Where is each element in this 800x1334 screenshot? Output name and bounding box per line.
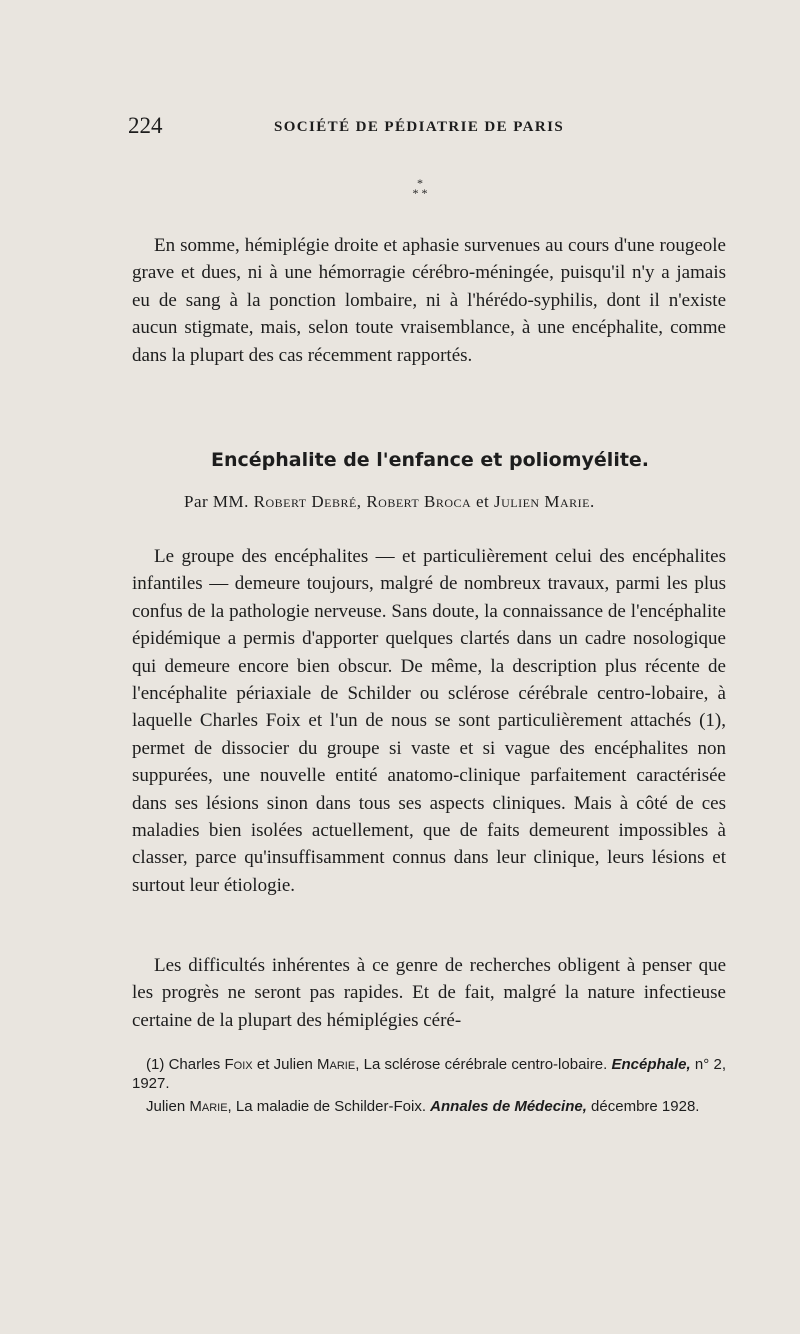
byline-conjunction: et: [475, 492, 490, 511]
footnote-1-author2-surname: Marie,: [317, 1056, 360, 1073]
footnote-2-author-first: Julien: [146, 1098, 186, 1115]
section-separator-asterism: * * *: [412, 176, 428, 200]
author-marie: Julien Marie.: [493, 492, 595, 511]
footnote-1-title: La sclérose cérébrale centro-lobaire.: [363, 1056, 608, 1073]
footnote-2: [132, 1097, 726, 1116]
author-broca: Robert Broca: [366, 492, 472, 511]
article-byline: [184, 492, 595, 512]
body-paragraph-1: Le groupe des encéphalites — et particulièrement celui des encéphalites infantiles — demeure toujours, malgré de nombreux travaux, parmi les plus confus de la pathologie nerveuse. Sans doute, la connaissance de l'encéphalite épidémique a permis d'apporter quelques clartés dans un cadre nosologique qui demeure encore bien obscur. De même, la description plus récente de l'encéphalite périaxiale de Schilder ou sclérose cérébrale centro-lobaire, à laquelle Charles Foix et l'un de nous se sont particulièrement attachés (1), permet de dissocier du groupe si vaste et si vague des encéphalites non suppurées, une nouvelle entité anatomo-clinique parfaitement caractérisée dans ses lésions sinon dans tous ses aspects cliniques. Mais à côté de ces maladies bien isolées actuellement, que de faits demeurent impossibles à classer, parce qu'insuffisamment connus dans leur clinique, leurs lésions et surtout leur étiologie.: [132, 546, 726, 896]
footnote-2-author-surname: Marie,: [189, 1098, 232, 1115]
author-debre: Robert Debré,: [253, 492, 362, 511]
footnote-2-title: La maladie de Schilder-Foix.: [235, 1098, 426, 1115]
footnote-1-number: (1): [146, 1056, 165, 1073]
byline-prefix: Par MM.: [184, 492, 249, 511]
footnote-1-reference: n° 2, 1927.: [132, 1056, 726, 1092]
running-head: [128, 113, 728, 143]
footnote-1: [132, 1055, 726, 1093]
footnote-1-journal: Encéphale,: [611, 1056, 691, 1073]
footnote-2-journal: Annales de Médecine,: [430, 1098, 587, 1115]
footnote-1-conjunction: et Julien: [256, 1056, 313, 1073]
page-number: 224: [128, 113, 163, 138]
body-paragraph-2: Les difficultés inhérentes à ce genre de recherches obligent à penser que les progrès ne seront pas rapides. Et de fait, malgré la nature infectieuse certaine de la plupart des hémiplégies céré-: [132, 955, 726, 1031]
footnote-1-author1: Charles: [168, 1056, 221, 1073]
footnote-1-author1-surname: Foix: [224, 1056, 253, 1073]
journal-title: SOCIÉTÉ DE PÉDIATRIE DE PARIS: [274, 119, 565, 135]
footnote-2-reference: décembre 1928.: [591, 1098, 700, 1115]
intro-paragraph: En somme, hémiplégie droite et aphasie survenues au cours d'une rougeole grave et dues, ni à une hémorragie cérébro-méningée, puisqu'il n'y a jamais eu de sang à la ponction lombaire, ni à l'hérédo-syphilis, dont il n'existe aucun stigmate, mais, selon toute vraisemblance, à une encéphalite, comme dans la plupart des cas récemment rapportés.: [132, 235, 726, 366]
article-title: Encéphalite de l'enfance et poliomyélite.: [210, 449, 650, 471]
